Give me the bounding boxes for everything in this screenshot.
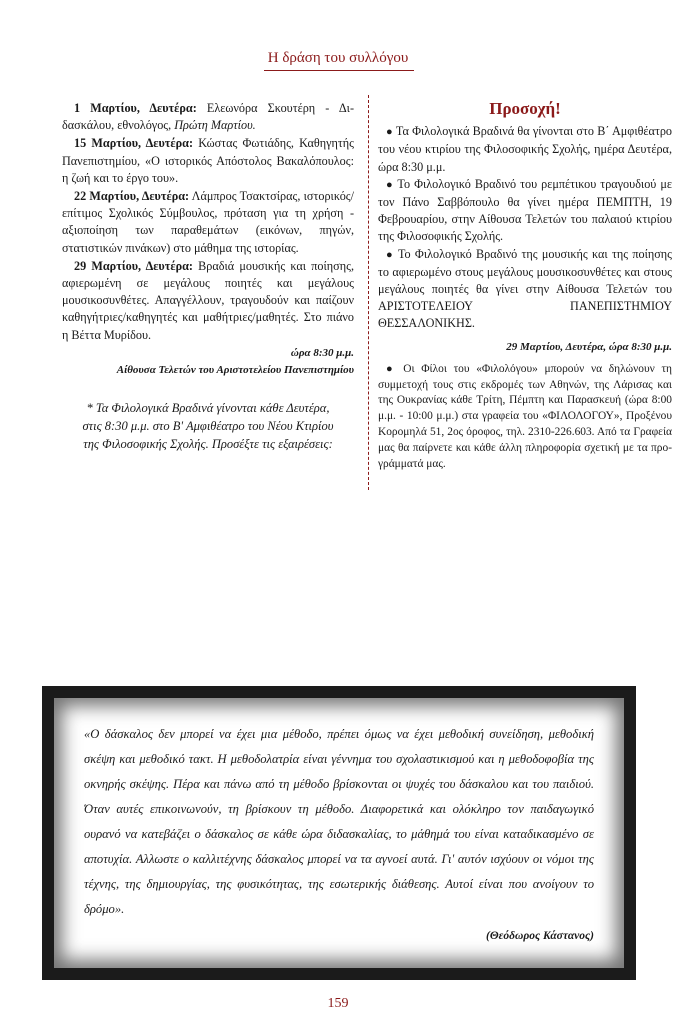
event-time: ώρα 8:30 μ.μ.: [290, 346, 354, 359]
column-divider: [368, 95, 369, 490]
bullet-icon: ●: [386, 362, 397, 375]
page-header: [0, 50, 676, 67]
event-title: Πρώτη Μαρτίου.: [174, 118, 256, 133]
event-entry: [62, 100, 354, 134]
section-title: Η δράση του συλλόγου: [267, 50, 409, 66]
note-line: στις 8:30 μ.μ. στο Β' Αμφιθέατρο του Νέου Κτιρίου: [82, 419, 334, 434]
event-date-line: 29 Μαρτίου, Δευτέρα, ώρα 8:30 μ.μ.: [506, 340, 672, 353]
bullet-text: Το Φιλολογικό Βραδινό της μουσικής και της ποίησης το αφιερωμένο στους μεγάλους μουσικοσυνθέτες και στους μεγάλους ποιητές θα γίνει στην Αίθουσα Τελετών του ΑΡΙΣΤΟΤΕΛΕΙΟΥ ΠΑΝΕΠΙΣΤΗΜΙΟΥ ΘΕΣΣΑΛΟΝΙΚΗΣ.: [378, 246, 672, 331]
bullet-text: Οι Φίλοι του «Φιλολόγου» μπορούν να δηλώνουν τη συμμετοχή τους στις εκδρομές των Αθηνών, της Λάρισας και της Ουκρανίας κάθε Τρίτη, Πέμπτη και Παρασκευή (ώρα 8:00 μ.μ. - 10:00 μ.μ.) στα γραφεία του «ΦΙΛΟΛΟΓΟΥ», Προξένου Κορομηλά 51, 2ος όροφος, τηλ. 2310-226.603. Από τα Γραφεία μας θα παίρνετε και κάθε άλλη πληροφορία σχετική με τα προγράμματά μας.: [378, 362, 672, 470]
quote-panel: [54, 698, 624, 968]
bullet-text: Το Φιλολογικό Βραδινό του ρεμπέτικου τραγουδιού με τον Πάνο Σαββόπουλο θα γίνει ημέρα ΠΕΜΠΤΗ, 19 Φεβρουαρίου, στην Αίθουσα Τελετών του παλαιού κτιρίου της Φιλοσοφικής Σχολής.: [378, 176, 672, 244]
header-underline: [264, 70, 414, 71]
page-number: 159: [327, 996, 349, 1011]
event-date: 15 Μαρτίου, Δευτέρα:: [74, 136, 194, 151]
event-date: 29 Μαρτίου, Δευτέρα:: [74, 258, 193, 273]
event-date: 22 Μαρτίου, Δευτέρα:: [74, 189, 190, 204]
bullet-icon: ●: [386, 178, 394, 191]
notice-bullet: [378, 362, 672, 473]
notice-bullet: [378, 176, 672, 246]
quote-frame: [42, 686, 636, 980]
schedule-note: [62, 399, 354, 453]
event-venue: Αίθουσα Τελετών του Αριστοτελείου Πανεπιστημίου: [116, 364, 354, 377]
event-entry: [62, 188, 354, 257]
quote-text: «Ο δάσκαλος δεν μπορεί να έχει μια μέθοδο, πρέπει όμως να έχει μεθοδική συνείδηση, μεθοδική σκέψη και μεθοδικό τακτ. Η μεθοδολατρία είναι γέννημα του σχολαστικισμού και η μεθοδοφοβία της οκνηρής σκέψης. Πέρα και πάνω από τη μέθοδο βρίσκονται οι ψυχές του δάσκαλου και του παιδιού. Όταν αυτές επικοινωνούν, τη βρίσκουν τη μέθοδο. Διαφορετικά και ολόκληρο τον παιδαγωγικό ουρανό να κατεβάζει ο δάσκαλος σε κάθε ώρα διδασκαλίας, το μάθημά του είναι καταδικασμένο σε αποτυχία. Αλλωστε ο καλλιτέχνης δάσκαλος μπορεί να τα αγνοεί αυτά. Γι' αυτόν ισχύουν οι νόμοι της τέχνης, της δημιουργίας, της φυσικότητας, της εσωτερικής διάθεσης. Αυτοί είναι που ανοίγουν το δρόμο».: [84, 727, 594, 916]
event-text: Κώστας Φωτιάδης, Καθηγητής Πανεπιστημίου, «Ο ιστορικός Απόστολος Βακαλόπουλος: η ζωή και το έργο του».: [62, 136, 354, 185]
notice-column: [378, 100, 672, 472]
event-text: Ελεωνόρα Σκουτέρη - Διδασκάλου, εθνολόγος,: [62, 101, 354, 133]
events-column: [62, 100, 354, 453]
bullet-icon: ●: [386, 248, 394, 261]
event-text: Βραδιά μουσικής και ποίησης, αφιερωμένη σε μεγάλους ποιητές και μεγάλους μουσικοσυνθέτες. Απαγγέλλουν, τραγουδούν και παίζουν καθηγήτριες/καθηγητές και μαθήτριες/μαθητές. Στο πιάνο η Βέττα Μυρίδου.: [62, 258, 354, 342]
bullet-text: Τα Φιλολογικά Βραδινά θα γίνονται στο Β΄ Αμφιθέατρο του νέου κτιρίου της Φιλοσοφικής Σχολής, ημέρα Δευτέρα, ώρα 8:30 μ.μ.: [378, 124, 673, 174]
notice-bullet: [378, 246, 672, 333]
note-line: * Τα Φιλολογικά Βραδινά γίνονται κάθε Δευτέρα,: [86, 401, 330, 416]
event-text: Λάμπρος Τσακτσίρας, ιστορικός/επίτιμος Σχολικός Σύμβουλος, πρόταση για τη χρήση - αξιοποίηση των παραθεμάτων (εικόνων, πηγών, στατιστικών πινάκων) στο μάθημα της ιστορίας.: [62, 189, 354, 255]
bullet-icon: ●: [386, 126, 393, 139]
event-date: 1 Μαρτίου, Δευτέρα:: [74, 101, 197, 115]
event-entry: [62, 135, 354, 187]
event-entry: [62, 258, 354, 344]
notice-bullet: [378, 123, 672, 176]
notice-title: Προσοχή!: [489, 99, 561, 118]
quote-author: (Θεόδωρος Κάστανος): [486, 930, 594, 942]
note-line: της Φιλοσοφικής Σχολής. Προσέξτε τις εξαιρέσεις:: [83, 437, 333, 452]
